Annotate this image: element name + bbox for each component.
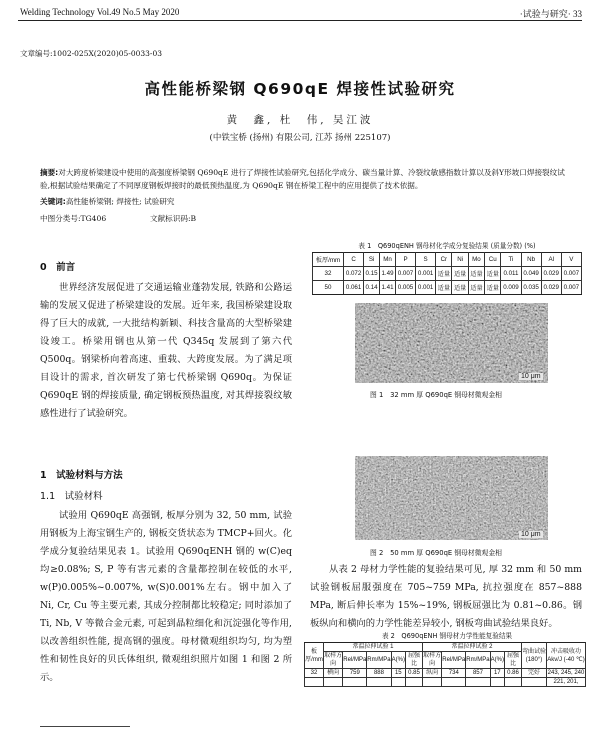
table1-header-cell: Cu (485, 253, 501, 267)
table1-cell: 0.001 (416, 281, 436, 295)
table2-group-header: 板厚/mm (305, 643, 324, 669)
table1-cell: 0.009 (501, 281, 521, 295)
figure1-caption: 图 1 32 mm 厚 Q690qE 钢母材微观金相 (370, 391, 502, 399)
table1-cell: 0.007 (561, 267, 581, 281)
section-page-number: ·试验与研究· 33 (519, 9, 582, 19)
table1-cell: 0.029 (541, 281, 561, 295)
abstract-text: 对大跨度桥梁建设中使用的高强度桥梁钢 Q690qE 进行了焊接性试验研究,包括化学成分、碳当量计算、冷裂纹敏感指数计算以及斜Y形坡口焊接裂纹试验,根据试验结果确定了不同厚度钢板焊接时的最低预热温度,为 Q690qE 钢在桥梁工程中的应用提供了技术依据。 (40, 168, 565, 190)
table2-cell: 0.86 (504, 669, 521, 678)
section-1-1-heading: 1.1 试验材料 (40, 491, 103, 502)
keywords (40, 196, 175, 207)
table2-caption: 表 2 Q690qENH 钢母材力学性能复验结果 (381, 632, 513, 640)
table1-cell: 50 (313, 281, 344, 295)
table1-cell: 32 (313, 267, 344, 281)
journal-header: Welding Technology Vol.49 No.5 May 2020 (20, 7, 180, 17)
table2-cell (490, 678, 504, 687)
table1-cell: 0.15 (364, 267, 380, 281)
table2-cell (442, 678, 466, 687)
micrograph-texture (355, 303, 548, 383)
table2-cell (324, 678, 343, 687)
table2-cell: 纵向 (422, 669, 441, 678)
table2-cell: 32 (305, 669, 324, 678)
footnote-rule (40, 726, 130, 727)
table2 (304, 642, 586, 687)
table2-cell (522, 678, 547, 687)
mechanical-results-text: 从表 2 母材力学性能的复验结果可见, 厚 32 mm 和 50 mm 试验钢板屈服强度在 705~759 MPa, 抗拉强度在 857~888 MPa, 断后伸长率为 15%~19%, 钢板屈强比为 0.81~0.86。钢板纵向和横向的力学性能差异较小, 钢板弯曲试验结果良好。 (310, 564, 582, 629)
table2-cell: 888 (367, 669, 391, 678)
table2-sub-header: Rm/MPa (367, 652, 391, 669)
table1-header-cell: Al (541, 253, 561, 267)
table1-cell: 0.072 (344, 267, 364, 281)
abstract-label: 摘要: (40, 168, 59, 177)
micrograph-texture (355, 456, 548, 540)
table1-cell: 0.007 (561, 281, 581, 295)
table1-header-cell: S (416, 253, 436, 267)
table1-cell: 0.035 (521, 281, 541, 295)
table2-cell: 221, 201, (547, 678, 586, 687)
table1-cell: 适量 (485, 281, 501, 295)
table1-cell: 适量 (468, 267, 484, 281)
table1-row (313, 267, 582, 281)
abstract (40, 166, 570, 192)
table2-cell (305, 678, 324, 687)
table1-header-cell: V (561, 253, 581, 267)
table2-cell (466, 678, 490, 687)
table2-sub-header: 取样方向 (423, 653, 442, 667)
table2-sub-header: 屈强比 (504, 652, 521, 669)
table1-cell: 0.049 (521, 267, 541, 281)
table2-cell: 0.85 (405, 669, 422, 678)
table1-cell: 适量 (436, 267, 452, 281)
table1-cell: 适量 (485, 267, 501, 281)
table1-cell: 适量 (468, 281, 484, 295)
table2-cell: 完好 (522, 669, 547, 678)
table1-cell: 适量 (436, 281, 452, 295)
classification-number: 中图分类号:TG406 (40, 214, 107, 223)
affiliation: (中铁宝桥 (扬州) 有限公司, 江苏 扬州 225107) (209, 133, 391, 143)
table1-cell: 0.011 (501, 267, 521, 281)
table1-cell: 0.007 (395, 267, 415, 281)
table2-sub-header: Rm/MPa (466, 652, 490, 669)
table2-group-header: 常温拉伸试验 1 (324, 643, 423, 652)
table1-cell: 0.14 (364, 281, 380, 295)
table2-group-header-row (305, 643, 586, 652)
table2-row (305, 678, 586, 687)
table1-cell: 适量 (452, 281, 468, 295)
header-rule (18, 20, 582, 21)
table2-group-header: 弯曲试验(180°) (522, 643, 547, 669)
table1-header-cell: P (395, 253, 415, 267)
table2-sub-header: 屈强比 (405, 652, 422, 669)
table2-sub-header: A(%) (490, 652, 504, 669)
table1-header-cell: Mo (468, 253, 484, 267)
table2-cell: 734 (442, 669, 466, 678)
table1-header-cell: Si (364, 253, 380, 267)
section-0-heading: 0 前言 (40, 262, 76, 273)
table1-header-cell: C (344, 253, 364, 267)
table1-header-cell: Mn (380, 253, 396, 267)
table1-header-cell: Cr (436, 253, 452, 267)
table1-cell: 0.029 (541, 267, 561, 281)
table2-cell (391, 678, 405, 687)
table2-cell (504, 678, 521, 687)
table1-header-row (313, 253, 582, 267)
table2-cell (422, 678, 441, 687)
table2-cell (405, 678, 422, 687)
table2-sub-header: A(%) (391, 652, 405, 669)
section-1-1-text: 试验用 Q690qE 高强钢, 板厚分别为 32, 50 mm, 试验用钢板为上海宝钢生产的, 钢板交货状态为 TMCP+回火。化学成分复验结果见表 1。试验用 Q690qENH 钢的 w(C)eq 均≥0.08%; S, P 等有害元素的含量都控制在较低的水平, w(P)0.005%~0.007%, w(S)0.001%左右。钢中加入了 Ni, Cr, Cu 等主要元素, 其成分控制都比较稳定; 同时添加了 Ti, Nb, V 等微合金元素, 可起到晶粒细化和沉淀强化等作用, 以改善组织性能, 提高钢的强度。母材微观组织均匀, 均为塑性和韧性良好的贝氏体组织, 微观组织照片如图 1 和图 2 所示。 (40, 510, 292, 683)
section-0-text: 世界经济发展促进了交通运输业蓬勃发展, 铁路和公路运输的发展又促进了桥梁建设的发展。近年来, 我国桥梁建设取得了巨大的成就, 一大批结构新颖、科技含量高的大型桥梁建设竣工。桥梁用钢也从第一代 Q345q 发展到了第六代 Q500q。钢梁桥向着高速、重载、大跨度发展。为了满足项目设计的需求, 首次研发了第七代桥梁钢 Q690q。为保证 Q690qE 钢的焊接质量, 确定钢板预热温度, 对其焊接裂纹敏感性进行了试验研究。 (40, 282, 292, 419)
figure1-scale-bar: 10 μm (521, 373, 541, 380)
table1-cell: 1.49 (380, 267, 396, 281)
table1-cell: 1.41 (380, 281, 396, 295)
table2-cell: 17 (490, 669, 504, 678)
table2-group-header: 常温拉伸试验 2 (422, 643, 521, 652)
table1-cell: 0.061 (344, 281, 364, 295)
table2-cell: 243, 245, 240 (547, 670, 585, 676)
table2-cell (343, 678, 367, 687)
table2-cell: 横向 (324, 669, 343, 678)
section-1-heading: 1 试验材料与方法 (40, 470, 123, 481)
table1-header-cell: Ti (501, 253, 521, 267)
table1-cell: 适量 (452, 267, 468, 281)
table2-cell (367, 678, 391, 687)
document-code: 文献标识码:B (150, 214, 197, 223)
table2-sub-header: 取样方向 (324, 653, 343, 667)
table1-header-cell: Nb (521, 253, 541, 267)
figure2-scale-bar: 10 μm (521, 531, 541, 538)
article-number: 文章编号:1002-025X(2020)05-0033-03 (20, 49, 162, 58)
authors: 黄 鑫, 杜 伟, 吴江波 (226, 114, 374, 126)
table2-cell: 15 (391, 669, 405, 678)
table2-sub-header: Rel/MPa (343, 652, 367, 669)
table1-header-cell: Ni (452, 253, 468, 267)
table1-cell: 0.001 (416, 267, 436, 281)
table1-row (313, 281, 582, 295)
table1 (312, 252, 582, 295)
figure2-caption: 图 2 50 mm 厚 Q690qE 钢母材微观金相 (370, 549, 502, 557)
table2-cell: 857 (466, 669, 490, 678)
table1-caption: 表 1 Q690qENH 钢母材化学成分复验结果 (质量分数) (%) (358, 242, 536, 250)
table2-sub-header: Rel/MPa (442, 652, 466, 669)
table1-cell: 0.005 (395, 281, 415, 295)
paper-title: 高性能桥梁钢 Q690qE 焊接性试验研究 (144, 80, 456, 98)
figure2-micrograph (355, 456, 548, 540)
figure1-micrograph (355, 303, 548, 383)
table1-header-cell: 板厚/mm (313, 253, 344, 267)
table2-cell: 759 (343, 669, 367, 678)
table2-group-header: 冲击吸收功 Akv/J (-40 ℃) (547, 643, 586, 669)
keywords-label: 关键词: (40, 197, 66, 206)
table2-row (305, 669, 586, 678)
keywords-text: 高性能桥梁钢; 焊接性; 试验研究 (65, 197, 175, 206)
